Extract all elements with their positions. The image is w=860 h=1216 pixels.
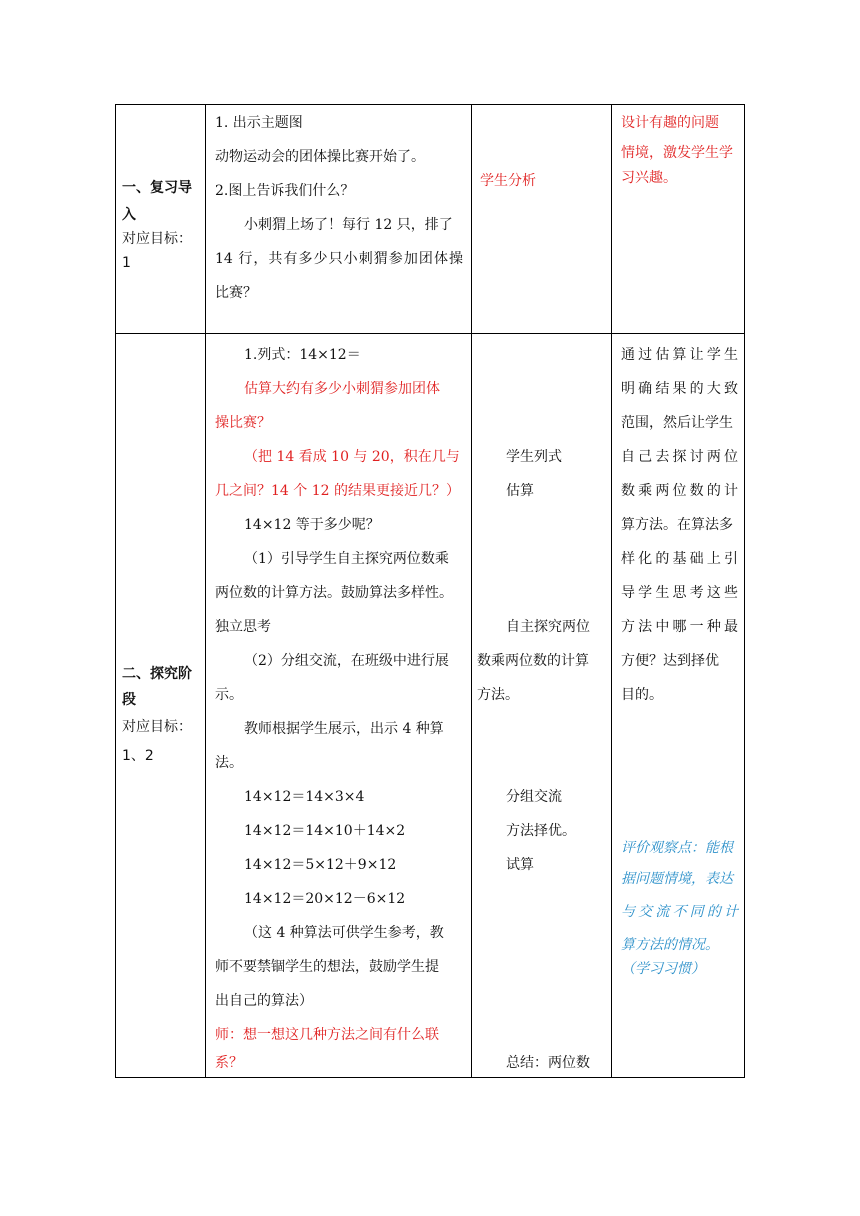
teacher-activity-cell [206, 105, 472, 333]
teacher-line: 比赛？ [215, 285, 257, 301]
design-line: 习兴趣。 [621, 170, 677, 186]
teacher-line: 示。 [215, 687, 243, 703]
student-line: 自主探究两位 [506, 619, 590, 635]
design-line: 目的。 [621, 687, 663, 703]
objective-value: 1 [122, 255, 131, 271]
teacher-line: 1.列式：14×12＝ [244, 347, 361, 363]
design-line: 样化的基础上引 [621, 551, 738, 567]
teacher-line: 14 行，共有多少只小刺猬参加团体操 [215, 251, 463, 267]
table-row-review [115, 104, 745, 334]
design-line: 自己去探讨两位 [621, 449, 738, 465]
teacher-line: 几之间？14 个 12 的结果更接近几？） [215, 483, 460, 499]
teacher-line: 师：想一想这几种方法之间有什么联 [215, 1027, 439, 1043]
design-line: 范围，然后让学生 [621, 415, 733, 431]
student-line: 估算 [506, 483, 534, 499]
student-line: 总结：两位数 [506, 1055, 590, 1071]
design-line: 方法中哪一种最 [621, 619, 738, 635]
design-line: 明确结果的大致 [621, 381, 738, 397]
student-activity-cell [472, 105, 612, 333]
teacher-line: （2）分组交流，在班级中进行展 [244, 653, 449, 669]
student-line: 试算 [506, 857, 534, 873]
teacher-line: 法。 [215, 755, 243, 771]
formula-line: 14×12＝20×12－6×12 [244, 891, 406, 907]
evaluation-line: 评价观察点：能根 [621, 840, 733, 856]
student-line: 方法择优。 [506, 823, 576, 839]
objective-label: 对应目标： [122, 719, 192, 735]
teacher-line: （1）引导学生自主探究两位数乘 [244, 551, 449, 567]
teacher-line: （这 4 种算法可供学生参考，教 [244, 925, 444, 941]
teacher-line: 出自己的算法） [215, 993, 313, 1009]
lesson-plan-table [115, 104, 745, 1078]
teacher-line: 动物运动会的团体操比赛开始了。 [215, 149, 425, 165]
evaluation-line: 与交流不同的计 [621, 904, 738, 920]
student-line: 方法。 [477, 687, 519, 703]
stage-cell [116, 105, 206, 333]
teacher-line: 教师根据学生展示，出示 4 种算 [244, 721, 444, 737]
student-line: 学生列式 [506, 449, 562, 465]
objective-value: 1、2 [122, 748, 154, 764]
design-intent-cell [612, 105, 745, 333]
design-line: 通过估算让学生 [621, 347, 738, 363]
stage-title: 二、探究阶 [122, 666, 192, 682]
table-row-explore [115, 333, 745, 1078]
stage-title-cont: 入 [122, 207, 136, 223]
formula-line: 14×12＝5×12＋9×12 [244, 857, 397, 873]
student-line: 数乘两位数的计算 [477, 653, 589, 669]
evaluation-line: 算方法的情况。 [621, 937, 719, 953]
teacher-line: 操比赛？ [215, 415, 271, 431]
design-line: 设计有趣的问题 [621, 115, 719, 131]
student-line: 分组交流 [506, 789, 562, 805]
teacher-activity-cell [206, 334, 472, 1077]
evaluation-line: 据问题情境，表达 [621, 871, 733, 887]
evaluation-line: （学习习惯） [621, 961, 705, 977]
formula-line: 14×12＝14×10＋14×2 [244, 823, 406, 839]
teacher-line: 2.图上告诉我们什么？ [215, 183, 355, 199]
student-line: 学生分析 [480, 173, 536, 189]
teacher-line: 系？ [215, 1055, 243, 1071]
teacher-line: 师不要禁锢学生的想法，鼓励学生提 [215, 959, 439, 975]
design-line: 算方法。在算法多 [621, 517, 733, 533]
teacher-line: 独立思考 [215, 619, 271, 635]
teacher-line: 估算大约有多少小刺猬参加团体 [244, 381, 440, 397]
stage-cell [116, 334, 206, 1077]
teacher-line: 两位数的计算方法。鼓励算法多样性。 [215, 585, 453, 601]
stage-title: 一、复习导 [122, 180, 192, 196]
design-intent-cell [612, 334, 745, 1077]
design-line: 数乘两位数的计 [621, 483, 738, 499]
objective-label: 对应目标： [122, 231, 192, 247]
design-line: 情境，激发学生学 [621, 145, 733, 161]
formula-line: 14×12＝14×3×4 [244, 789, 365, 805]
teacher-line: 1. 出示主题图 [215, 115, 303, 131]
design-line: 方便？达到择优 [621, 653, 719, 669]
teacher-line: 小刺猬上场了！每行 12 只，排了 [244, 217, 453, 233]
design-line: 导学生思考这些 [621, 585, 738, 601]
teacher-line: （把 14 看成 10 与 20，积在几与 [244, 449, 460, 465]
teacher-line: 14×12 等于多少呢？ [244, 517, 380, 533]
student-activity-cell [472, 334, 612, 1077]
stage-title-cont: 段 [122, 692, 136, 708]
